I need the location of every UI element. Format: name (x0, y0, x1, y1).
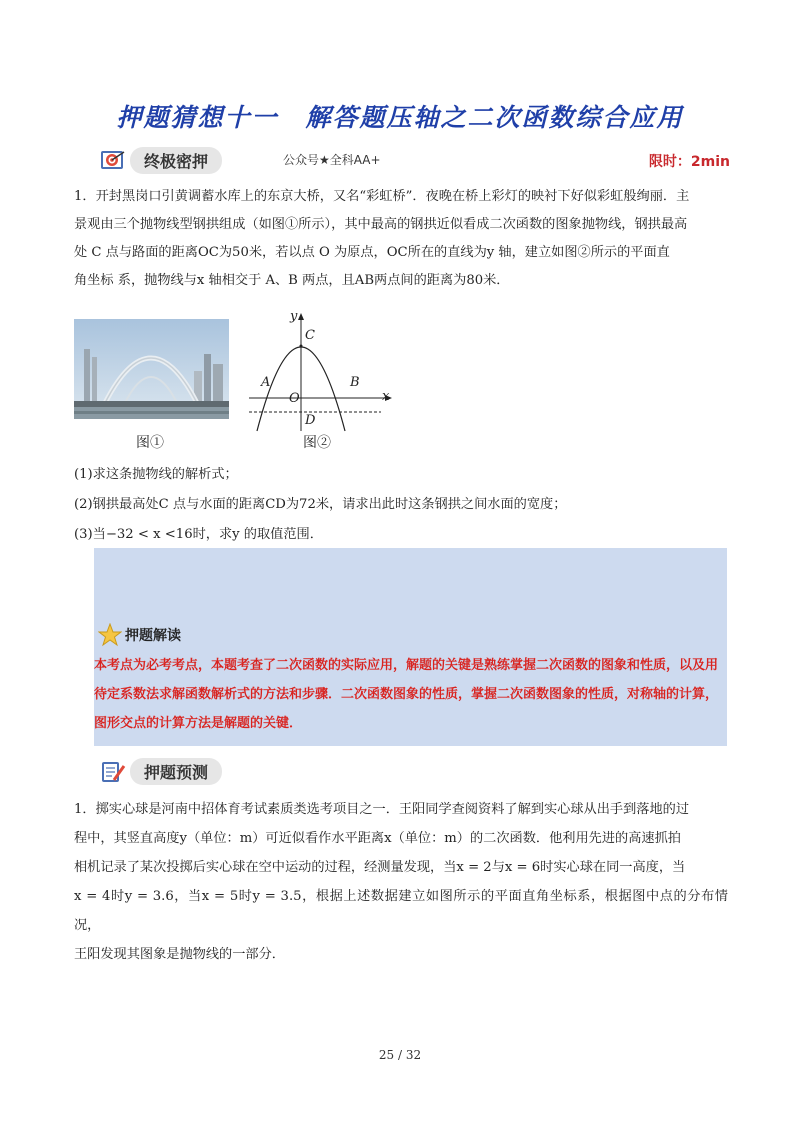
fig1-caption: 图① (136, 435, 164, 451)
star-icon (98, 623, 122, 647)
page-number: 25 / 32 (378, 1048, 422, 1062)
badge-label: 终极密押 (130, 147, 222, 174)
prediction-text (74, 795, 728, 969)
prediction-line: 1．掷实心球是河南中招体育考试素质类选考项目之一．王阳同学查阅资料了解到实心球从出手到落地的过 (74, 802, 690, 817)
fig2-caption: 图② (303, 435, 331, 451)
final-prediction-badge (100, 146, 222, 174)
figures (74, 309, 394, 463)
bridge-photo (74, 319, 229, 419)
analysis-heading (98, 623, 181, 647)
parabola-diagram (249, 309, 394, 433)
analysis-box (94, 548, 727, 746)
point-b-label: B (350, 375, 360, 390)
prediction-line: 王阳发现其图象是抛物线的一部分． (74, 947, 285, 962)
problem1-text (74, 183, 728, 295)
prediction-badge (100, 758, 222, 785)
question-2: (2)钢拱最高处C 点与水面的距离CD为72米，请求出此时这条钢拱之间水面的宽度； (74, 497, 567, 512)
time-limit: 限时：2min (648, 154, 730, 170)
origin-label: O (289, 391, 300, 406)
notebook-pen-icon (100, 760, 126, 784)
question-1: (1)求这条抛物线的解析式； (74, 467, 238, 482)
point-a-label: A (261, 375, 271, 390)
wechat-account: 公众号★全科AA+ (283, 153, 381, 167)
problem1-line: 处 C 点与路面的距离OC为50米，若以点 O 为原点，OC所在的直线为y 轴，建立如图②所示的平面直 (74, 245, 670, 260)
prediction-line: 相机记录了某次投掷后实心球在空中运动的过程，经测量发现，当x = 2与x = 6时实心球在同一高度，当 (74, 860, 686, 875)
problem1-line: 景观由三个抛物线型钢拱组成（如图①所示），其中最高的钢拱近似看成二次函数的图象抛物线，钢拱最高 (74, 217, 688, 232)
page-title: 押题猜想十一 解答题压轴之二次函数综合应用 (116, 103, 684, 132)
prediction-line: x = 4时y = 3.6，当x = 5时y = 3.5，根据上述数据建立如图所示的平面直角坐标系，根据图中点的分布情况， (74, 889, 728, 933)
target-icon (100, 148, 126, 172)
section-header (100, 146, 730, 176)
question-3: (3)当−32 < x <16时，求y 的取值范围． (74, 527, 323, 542)
analysis-heading-text: 押题解读 (125, 628, 181, 644)
point-c-label: C (305, 328, 315, 343)
prediction-line: 程中，其竖直高度y（单位：m）可近似看作水平距离x（单位：m）的二次函数．他利用先进的高速抓拍 (74, 831, 681, 846)
analysis-text: 本考点为必考考点，本题考查了二次函数的实际应用，解题的关键是熟练掌握二次函数的图象和性质，以及用待定系数法求解函数解析式的方法和步骤．二次函数图象的性质，掌握二次函数图象的性质，对称轴的计算，图形交点的计算方法是解题的关键． (94, 658, 719, 731)
point-d-label: D (305, 413, 316, 428)
x-axis-label: x (382, 389, 390, 404)
problem1-line: 1．开封黑岗口引黄调蓄水库上的东京大桥，又名“彩虹桥”．夜晚在桥上彩灯的映衬下好似彩虹般绚丽．主 (74, 189, 690, 204)
prediction-badge-label: 押题预测 (130, 758, 222, 785)
y-axis-label: y (290, 309, 298, 324)
problem1-line: 角坐标 系，抛物线与x 轴相交于 A、B 两点，且AB两点间的距离为80米． (74, 273, 510, 288)
